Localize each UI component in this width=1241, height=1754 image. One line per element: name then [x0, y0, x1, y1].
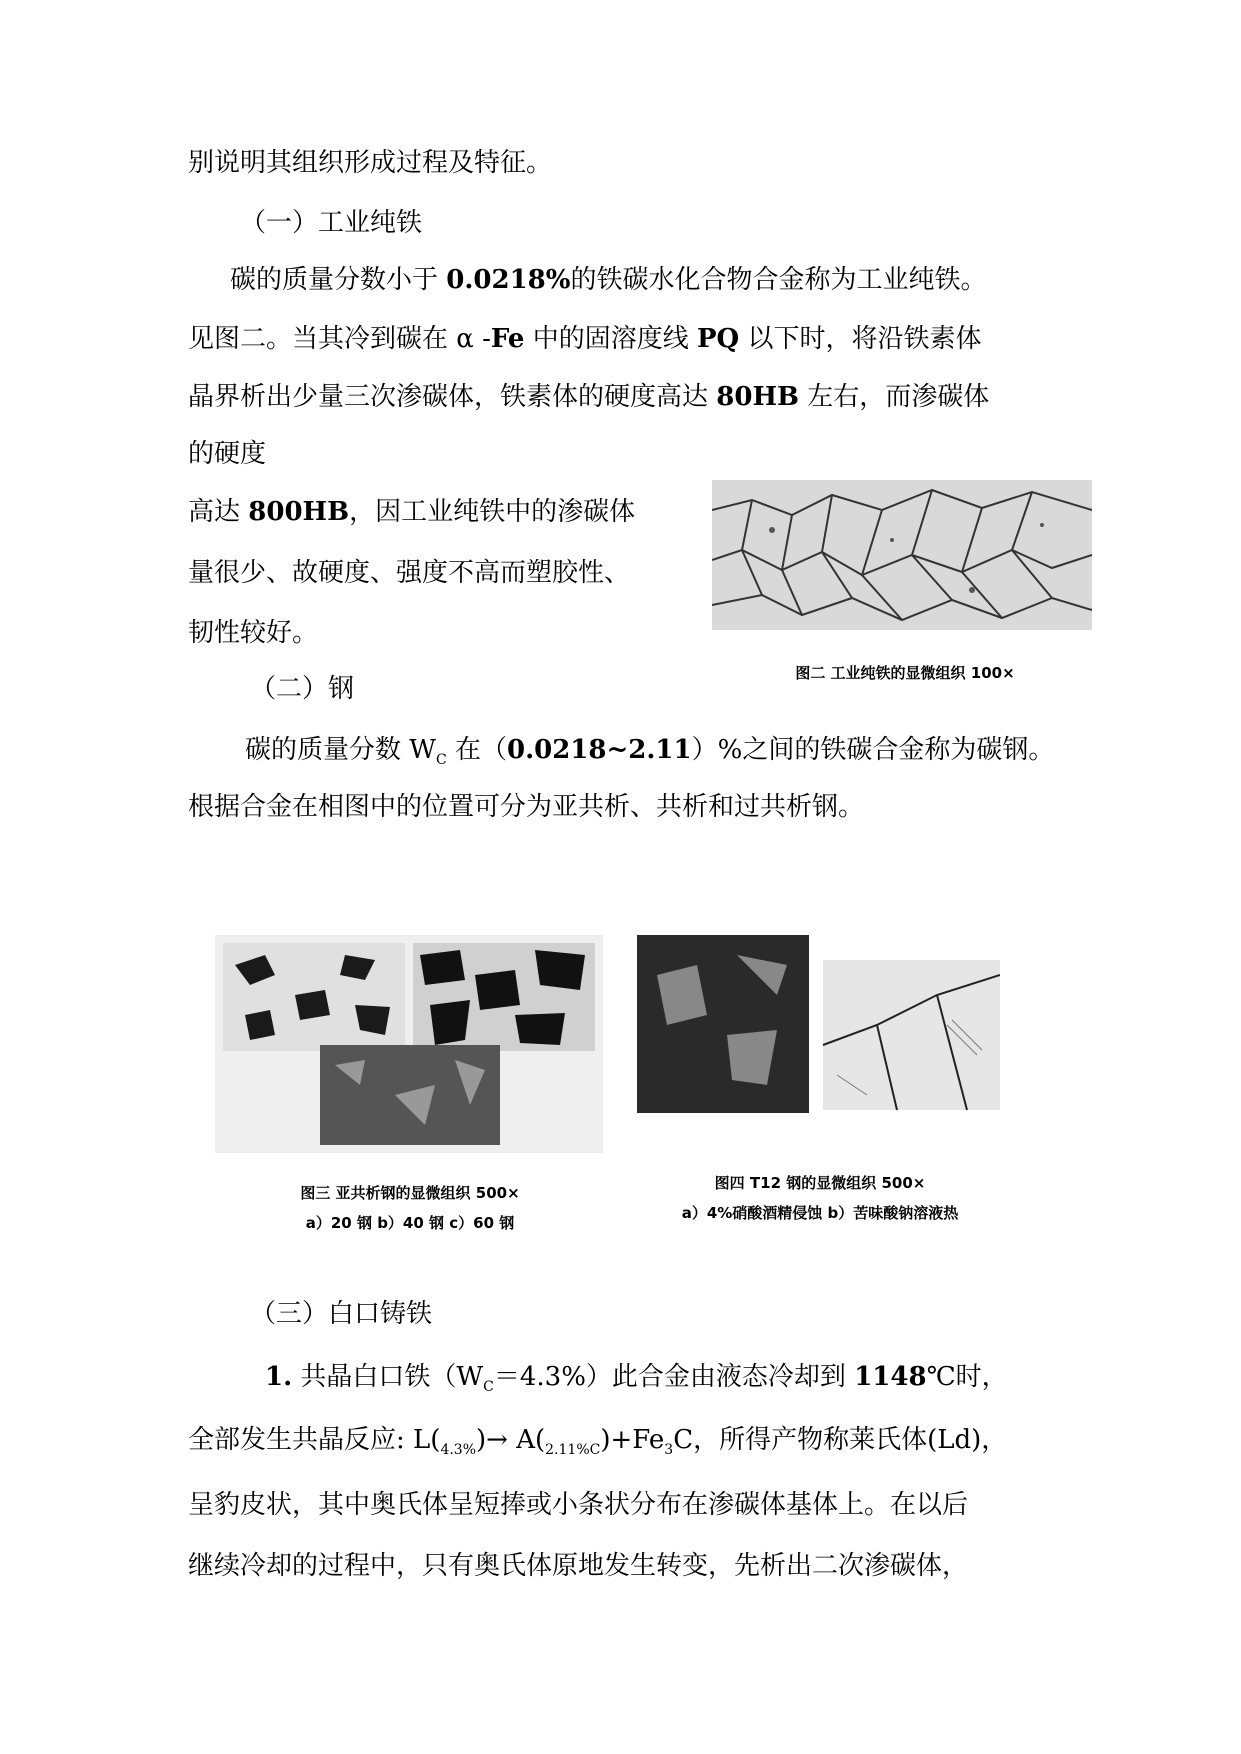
text-line: 别说明其组织形成过程及特征。	[188, 148, 553, 178]
text-line: 碳的质量分数小于 0.0218%的铁碳水化合物合金称为工业纯铁。	[230, 265, 987, 295]
text-line: 的硬度	[188, 439, 267, 469]
text-line: 继续冷却的过程中，只有奥氏体原地发生转变，先析出二次渗碳体，	[188, 1551, 969, 1581]
section-heading-steel: （二）钢	[250, 674, 355, 704]
text-line: 晶界析出少量三次渗碳体，铁素体的硬度高达 80HB 左右，而渗碳体	[188, 382, 990, 412]
text-line: 全部发生共晶反应: $L(_{4.3\%})\to A(_{2.11\%C})+Fe_3C$，所得产物称莱氏体(Ld)，	[188, 1425, 1008, 1459]
text-line: 韧性较好。	[188, 618, 319, 648]
section-heading-white-cast-iron: （三）白口铸铁	[250, 1299, 433, 1329]
text-line: 碳的质量分数 $W_C$ 在（0.0218~2.11）%之间的铁碳合金称为碳钢。	[245, 735, 1055, 769]
figure-3-caption: 图三 亚共析钢的显微组织 500×	[300, 1184, 520, 1202]
micrograph-pure-iron-image	[712, 480, 1092, 630]
figure-4-subcaption: a）4%硝酸酒精侵蚀 b）苦味酸钠溶液热	[681, 1204, 959, 1222]
text-line: 1. 共晶白口铁$(W_C=4.3\%)$此合金由液态冷却到 1148℃时，	[265, 1362, 1008, 1396]
text-line: 量很少、故硬度、强度不高而塑胶性、	[188, 558, 631, 588]
micrograph-hypoeutectoid-steel-image	[215, 935, 603, 1153]
text-line: 根据合金在相图中的位置可分为亚共析、共析和过共析钢。	[188, 792, 865, 822]
figure-3-subcaption: a）20 钢 b）40 钢 c）60 钢	[305, 1214, 515, 1232]
text-line: 呈豹皮状，其中奥氏体呈短捧或小条状分布在渗碳体基体上。在以后	[188, 1490, 969, 1520]
text-line: 高达 800HB，因工业纯铁中的渗碳体	[188, 497, 636, 527]
figure-2-caption: 图二 工业纯铁的显微组织 100×	[795, 664, 1015, 682]
section-heading-pure-iron: （一）工业纯铁	[240, 208, 423, 238]
micrograph-t12-steel-image	[637, 935, 1000, 1115]
text-line: 见图二。当其冷到碳在 α -Fe 中的固溶度线 PQ 以下时，将沿铁素体	[188, 324, 982, 354]
figure-4-caption: 图四 T12 钢的显微组织 500×	[714, 1174, 926, 1192]
